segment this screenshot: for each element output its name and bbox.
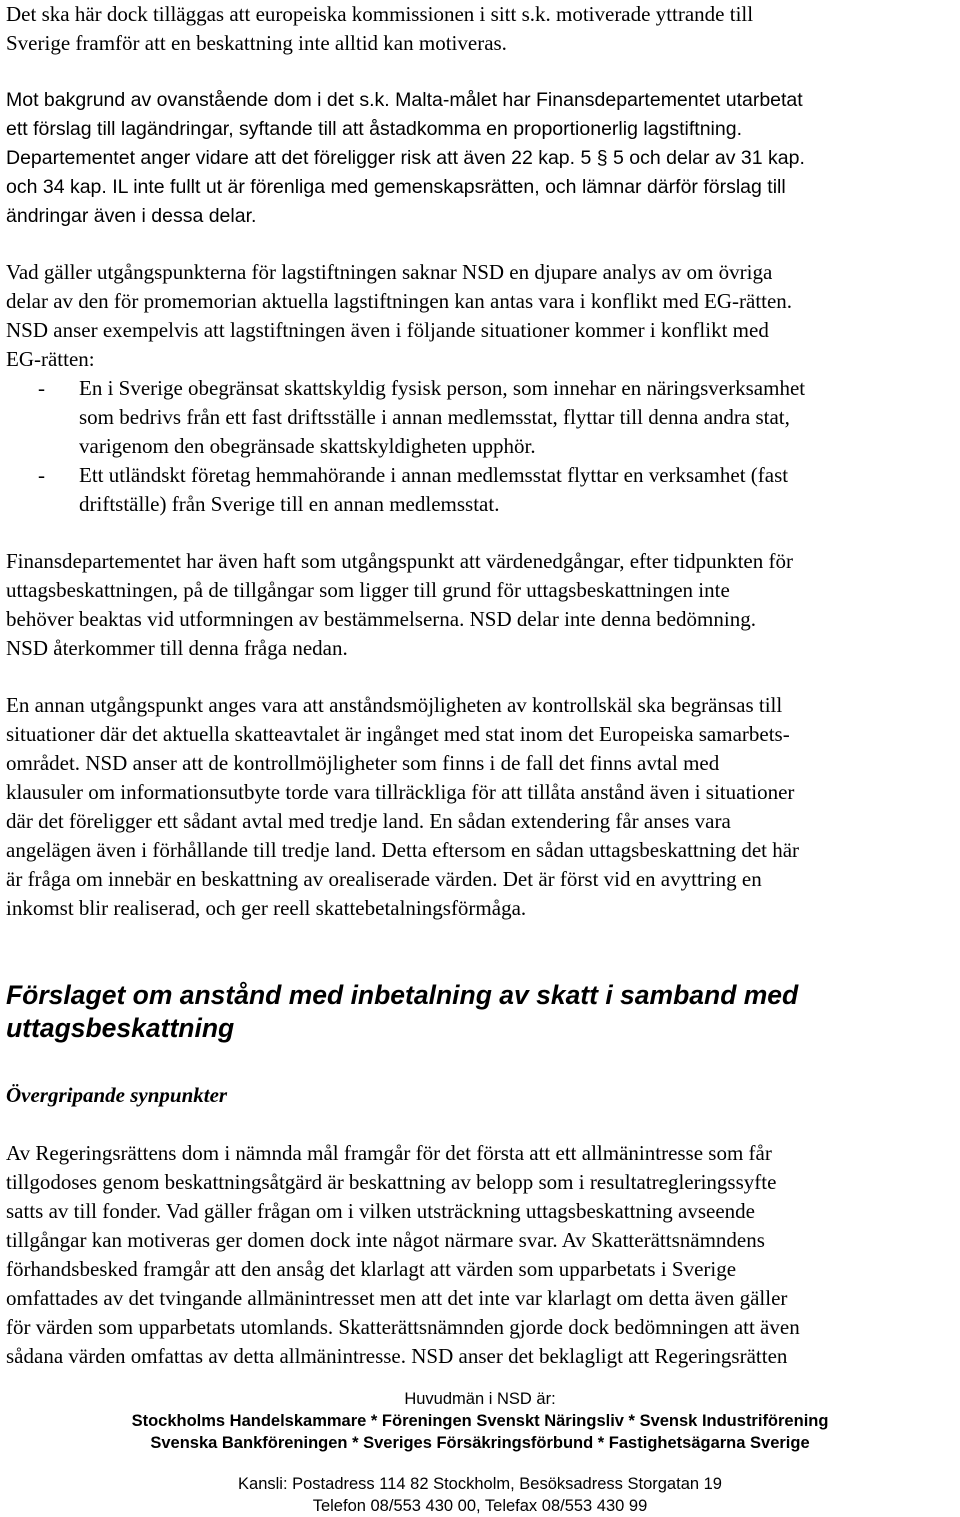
text-line: ett förslag till lagändringar, syftande till att åstadkomma en proportionerlig lagstiftning. xyxy=(6,118,742,140)
text-line: Finansdepartementet har även haft som utgångspunkt att värdenedgångar, efter tidpunkten för xyxy=(6,549,793,573)
text-line: området. NSD anser att de kontrollmöjligheter som finns i de fall det finns avtal med xyxy=(6,751,720,775)
text-line: Sverige framför att en beskattning inte alltid kan motiveras. xyxy=(6,31,507,55)
text-line: Ett utländskt företag hemmahörande i annan medlemsstat flyttar en verksamhet (fast xyxy=(79,463,789,487)
footer-address: Kansli: Postadress 114 82 Stockholm, Besöksadress Storgatan 19 xyxy=(238,1475,722,1493)
list-item xyxy=(6,461,958,519)
text-line: driftställe) från Sverige till en annan medlemsstat. xyxy=(79,492,500,516)
text-line: NSD anser exempelvis att lagstiftningen även i följande situationer kommer i konflikt med xyxy=(6,318,769,342)
text-line: situationer där det aktuella skatteavtalet är ingånget med stat inom det Europeiska samarbets- xyxy=(6,722,790,746)
text-line: En i Sverige obegränsat skattskyldig fysisk person, som innehar en näringsverksamhet xyxy=(79,376,806,400)
text-line: En annan utgångspunkt anges vara att anståndsmöjligheten av kontrollskäl ska begränsas till xyxy=(6,693,783,717)
text-line: där det föreligger ett sådant avtal med tredje land. En sådan extendering får anses vara xyxy=(6,809,731,833)
text-line: Mot bakgrund av ovanstående dom i det s.k. Malta-målet har Finansdepartementet utarbetat xyxy=(6,89,803,111)
text-line: Det ska här dock tilläggas att europeiska kommissionen i sitt s.k. motiverade yttrande till xyxy=(6,2,754,26)
bullet-dash: - xyxy=(38,376,45,400)
paragraph-court-ruling xyxy=(6,1139,958,1371)
text-line: inkomst blir realiserad, och ger reell skattebetalningsförmåga. xyxy=(6,896,527,920)
conflict-examples-list xyxy=(6,374,958,519)
footer-principals-line: Stockholms Handelskammare * Föreningen Svenskt Näringsliv * Svensk Industriförening xyxy=(131,1412,829,1430)
section-heading xyxy=(6,979,958,1045)
text-line: Vad gäller utgångspunkterna för lagstiftningen saknar NSD en djupare analys av om övriga xyxy=(6,260,773,284)
text-line: för värden som upparbetats utomlands. Skatterättsnämnden gjorde dock bedömningen att även xyxy=(6,1315,800,1339)
footer-principals xyxy=(0,1388,960,1454)
text-line: och 34 kap. IL inte fullt ut är förenliga med gemenskapsrätten, och lämnar därför förslag till xyxy=(6,176,786,198)
paragraph-control-reasons xyxy=(6,691,958,923)
text-line: Departementet anger vidare att det föreligger risk att även 22 kap. 5 § 5 och delar av 31 kap. xyxy=(6,147,805,169)
text-line: ändringar även i dessa delar. xyxy=(6,205,257,227)
heading-line: Förslaget om anstånd med inbetalning av skatt i samband med xyxy=(6,980,799,1010)
subsection-heading: Övergripande synpunkter xyxy=(6,1083,228,1107)
text-line: delar av den för promemorian aktuella lagstiftningen kan antas vara i konflikt med EG-rätten. xyxy=(6,289,793,313)
text-line: varigenom den obegränsade skattskyldigheten upphör. xyxy=(79,434,536,458)
paragraph-commission-note xyxy=(6,0,958,58)
text-line: behöver beaktas vid utformningen av bestämmelserna. NSD delar inte denna bedömning. xyxy=(6,607,756,631)
text-line: angelägen även i förhållande till tredje land. Detta eftersom en sådan uttagsbeskattning det här xyxy=(6,838,800,862)
text-line: som bedrivs från ett fast driftsställe i annan medlemsstat, flyttar till denna andra stat, xyxy=(79,405,790,429)
text-line: förhandsbesked framgår att den ansåg det klarlagt att värden som upparbetats i Sverige xyxy=(6,1257,737,1281)
text-line: sådana värden omfattas av detta allmänintresse. NSD anser det beklagligt att Regeringsrätten xyxy=(6,1344,788,1368)
text-line: tillgångar kan motiveras ger domen dock inte något närmare svar. Av Skatterättsnämndens xyxy=(6,1228,765,1252)
text-line: är fråga om innebär en beskattning av orealiserade värden. Det är först vid en avyttring en xyxy=(6,867,762,891)
text-line: satts av till fonder. Vad gäller frågan om i vilken utsträckning uttagsbeskattning avseende xyxy=(6,1199,756,1223)
heading-line: uttagsbeskattning xyxy=(6,1013,235,1043)
text-line: uttagsbeskattningen, på de tillgångar som ligger till grund för uttagsbeskattningen inte xyxy=(6,578,730,602)
text-line: omfattades av det tvingande allmänintresset men att det inte var klarlagt om detta även gäller xyxy=(6,1286,788,1310)
footer-contact xyxy=(0,1473,960,1517)
text-line: EG-rätten: xyxy=(6,347,95,371)
footer-principals-line: Svenska Bankföreningen * Sveriges Försäkringsförbund * Fastighetsägarna Sverige xyxy=(150,1434,810,1452)
paragraph-starting-points xyxy=(6,258,958,374)
paragraph-malta-case xyxy=(6,86,958,231)
text-line: tillgodoses genom beskattningsåtgärd är beskattning av belopp som i resultatregleringssyfte xyxy=(6,1170,777,1194)
text-line: klausuler om informationsutbyte torde vara tillräckliga för att tillåta anstånd även i situationer xyxy=(6,780,795,804)
footer-phone: Telefon 08/553 430 00, Telefax 08/553 430 99 xyxy=(312,1497,648,1515)
footer-principals-label: Huvudmän i NSD är: xyxy=(404,1390,556,1408)
bullet-dash: - xyxy=(38,463,45,487)
list-item xyxy=(6,374,958,461)
text-line: NSD återkommer till denna fråga nedan. xyxy=(6,636,348,660)
paragraph-value-decline xyxy=(6,547,958,663)
text-line: Av Regeringsrättens dom i nämnda mål framgår för det första att ett allmänintresse som får xyxy=(6,1141,772,1165)
